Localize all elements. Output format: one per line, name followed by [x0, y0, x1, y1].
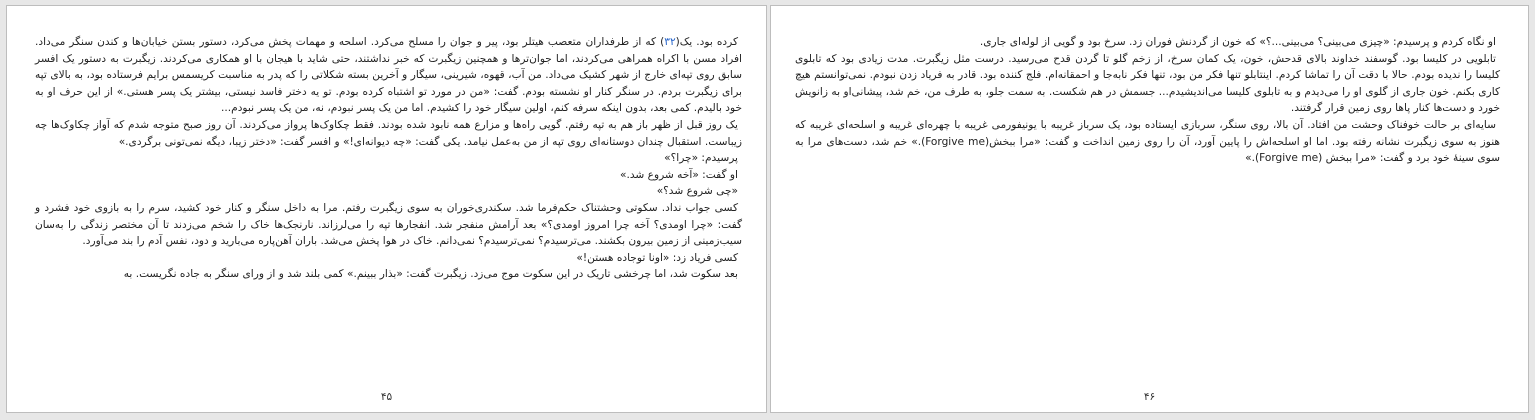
paragraph: «چی شروع شد؟» — [656, 185, 738, 198]
paragraph: او نگاه کردم و پرسیدم: «چیزی می‌بینی؟ می‌بینی...؟» که خون از گردنش فوران زد. سرخ بود و گویی از لوله‌ای جاری. — [979, 36, 1496, 48]
left-page — [6, 5, 767, 413]
paragraph — [795, 117, 1500, 167]
paragraph: یک روز قبل از ظهر باز هم به تپه رفتم. گویی راه‌ها و مزارع همه نابود شده بودند. فقط چکاوک‌ها پرواز می‌کردند. آن روز صبح متوجه شدم که آواز چکاوک‌ها چه زیباست. استقبال چندان دوستانه‌ای روی تپه از من به‌عمل نیامد. یکی گفت: «چه دیوانه‌ای!» و افسر گفت: «دختر زیبا، دیگه نمی‌تونی برگردی.» — [35, 118, 742, 148]
text-run: سایه‌ای بر حالت خوفناک وحشت من افتاد. آن بالا، روی سنگر، سربازی ایستاده بود، یک سرباز غریبه با یونیفورمی غریبه با چهره‌ای غریبه و اسلحه‌ای غریبه که هنوز به سوی زیگبرت نشانه رفته بود. اما او اسلحه‌اش را پایین آورد، آن را روی زمین انداخت و گفت: «مرا ببخش( — [795, 118, 1500, 148]
right-page-text — [795, 34, 1500, 167]
paragraph: پرسیدم: «چرا؟» — [664, 152, 738, 165]
text-run: کرده بود. یک( — [675, 36, 738, 48]
paragraph: او گفت: «آخه شروع شد.» — [619, 168, 738, 181]
footnote-reference[interactable]: ۳۲ — [664, 36, 676, 48]
page-number: ۴۵ — [380, 391, 393, 403]
english-phrase: Forgive me — [925, 135, 985, 148]
paragraph: تابلویی در کلیسا بود. گوسفند خداوند بالای قدحش، خون، یک کمان سرخ، از زخم گلو تا گردن قدح می‌رسید. درست مثل زیگبرت. مدت زیادی بود که تابلوی کلیسا را ندیده بودم. حالا با دقت آن را تماشا کردم. اینتابلو تنها فکر من بود، تنها فکر نابه‌جا و احمقانه‌ام. فلج کننده بود. قادر به فریاد زدن نبودم. نمی‌توانستم هیچ کاری بکنم. خون جاری از گلوی او را می‌دیدم و به تابلوی کلیسا می‌اندیشیدم... جسمش در هم شکست. به سمت جلو، به طرف من، خم شد، پیشانی‌او به زانویش خورد و دست‌ها کنار پاها روی زمین قرار گرفتند. — [795, 52, 1500, 115]
right-page — [770, 5, 1529, 413]
page-number: ۴۶ — [1143, 391, 1156, 403]
text-run: ).» خم شد، دست‌های مرا به سوی سینهٔ خود برد و گفت: «مرا ببخش ( — [795, 135, 1500, 165]
paragraph: کسی جواب نداد. سکوتی وحشتناک حکم‌فرما شد. سکندری‌خوران به سوی زیگبرت رفتم. مرا به داخل سنگر و کنار خود کشید، سرم را به بازوی خود فشرد و گفت: «چرا اومدی؟ آخه چرا امروز اومدی؟» بعد آرامش منفجر شد. انفجارها تپه را می‌لرزاند. نارنجک‌ها خاک را شخم می‌زدند تا آن مختصر زندگی را به‌سان سیب‌زمینی از زمین بیرون بکشند. می‌ترسیدم؟ نمی‌ترسیدم؟ نمی‌دانم. خاک در هوا پخش می‌شد. باران آهن‌پاره می‌بارید و دود، نفس آدم را بند می‌آورد. — [35, 201, 742, 248]
english-phrase: Forgive me — [1259, 152, 1319, 165]
text-run: ).» — [1245, 152, 1260, 165]
paragraph: کسی فریاد زد: «اونا توجاده هستن!» — [576, 251, 738, 264]
paragraph — [35, 34, 742, 117]
left-page-text — [35, 34, 742, 283]
paragraph: بعد سکوت شد، اما چرخشی تاریک در این سکوت موج می‌زد. زیگبرت گفت: «بذار ببینم.» کمی بلند شد و از ورای سنگر به جاده نگریست. به — [123, 268, 738, 281]
text-run: ) که از طرفداران متعصب هیتلر بود، پیر و جوان را مسلح می‌کرد. اسلحه و مهمات پخش می‌کرد، دستور بستن خیابان‌ها و کندن سنگر می‌داد. افراد مسن با اکراه همراهی می‌کردند، اما جوان‌ترها و همچنین زیگبرت که خبر نداشتند، حتی شاید با هیجان با او همکاری می‌کردند. زیگبرت به دستور یک افسر سابق روی تپه‌ای خارج از شهر کشیک می‌داد. من آب، قهوه، شیرینی، سیگار و آخرین بسته شکلاتی را که پدر به مناسبت کریسمس برایم فرستاده بود، به بالای تپه برای زیگبرت بردم. در سنگر کنار او نشسته بودم. گفت: «من در مورد تو اشتباه کرده بودم. تو یه دختر فاسد نیستی، بیشتر یک پسر هستی.» از این حرف او به خود بالیدم. کمی بعد، بدون اینکه سرفه کنم، اولین سیگار خود را کشیدم. اما من یک پسر نبودم، نه، من یک پسر نبودم... — [35, 36, 742, 115]
